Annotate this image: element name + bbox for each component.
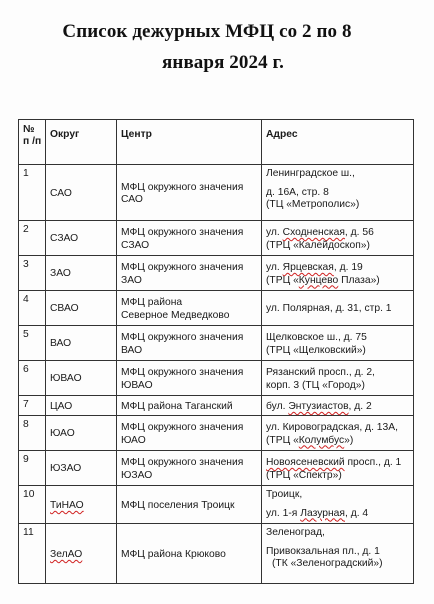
header-district: Округ bbox=[46, 120, 117, 165]
row-center: МФЦ окружного значения СЗАО bbox=[117, 221, 262, 256]
table-row bbox=[19, 221, 414, 256]
row-number: 10 bbox=[19, 486, 46, 524]
table-row bbox=[19, 396, 414, 416]
table-row bbox=[19, 361, 414, 396]
header-number: № п /п bbox=[19, 120, 46, 165]
row-district: ВАО bbox=[46, 326, 117, 361]
table-header-row bbox=[19, 120, 414, 165]
row-number: 4 bbox=[19, 291, 46, 326]
row-address: Щелковское ш., д. 75 (ТРЦ «Щелковский») bbox=[262, 326, 414, 361]
row-district: СЗАО bbox=[46, 221, 117, 256]
table-row bbox=[19, 486, 414, 524]
table-row bbox=[19, 291, 414, 326]
row-number: 6 bbox=[19, 361, 46, 396]
row-number: 5 bbox=[19, 326, 46, 361]
row-address: Новоясеневский просп., д. 1 (ТРЦ «Спектр») bbox=[262, 451, 414, 486]
row-district: ЮАО bbox=[46, 416, 117, 451]
table-row bbox=[19, 256, 414, 291]
duty-mfc-table bbox=[18, 119, 414, 584]
row-address: Ленинградское ш., д. 16А, стр. 8 (ТЦ «Метрополис») bbox=[262, 165, 414, 221]
table-row bbox=[19, 165, 414, 221]
document-title-line2: января 2024 г. bbox=[162, 52, 284, 73]
document-title-line1: Список дежурных МФЦ со 2 по 8 bbox=[62, 21, 352, 42]
row-district: ЗелАО bbox=[46, 524, 117, 584]
row-center: МФЦ района Северное Медведково bbox=[117, 291, 262, 326]
row-center: МФЦ окружного значения ЗАО bbox=[117, 256, 262, 291]
row-address: ул. Сходненская, д. 56 (ТРЦ «Калейдоскоп») bbox=[262, 221, 414, 256]
row-center: МФЦ окружного значения САО bbox=[117, 165, 262, 221]
row-district: ТиНАО bbox=[46, 486, 117, 524]
row-address: ул. Кировоградская, д. 13А, (ТРЦ «Колумбус») bbox=[262, 416, 414, 451]
row-district: ЮЗАО bbox=[46, 451, 117, 486]
row-district: ЮВАО bbox=[46, 361, 117, 396]
header-center: Центр bbox=[117, 120, 262, 165]
row-center: МФЦ окружного значения ЮЗАО bbox=[117, 451, 262, 486]
table-row bbox=[19, 416, 414, 451]
row-number: 7 bbox=[19, 396, 46, 416]
row-address: ул. Полярная, д. 31, стр. 1 bbox=[262, 291, 414, 326]
row-address: ул. Ярцевская, д. 19 (ТРЦ «Кунцево Плаза») bbox=[262, 256, 414, 291]
row-center: МФЦ окружного значения ЮАО bbox=[117, 416, 262, 451]
table-row bbox=[19, 451, 414, 486]
row-district: СВАО bbox=[46, 291, 117, 326]
row-number: 11 bbox=[19, 524, 46, 584]
row-number: 9 bbox=[19, 451, 46, 486]
row-number: 1 bbox=[19, 165, 46, 221]
row-district: ЦАО bbox=[46, 396, 117, 416]
row-center: МФЦ района Таганский bbox=[117, 396, 262, 416]
row-center: МФЦ поселения Троицк bbox=[117, 486, 262, 524]
row-district: ЗАО bbox=[46, 256, 117, 291]
row-center: МФЦ района Крюково bbox=[117, 524, 262, 584]
row-center: МФЦ окружного значения ВАО bbox=[117, 326, 262, 361]
table-row bbox=[19, 326, 414, 361]
header-address: Адрес bbox=[262, 120, 414, 165]
row-center: МФЦ окружного значения ЮВАО bbox=[117, 361, 262, 396]
row-number: 3 bbox=[19, 256, 46, 291]
row-address: бул. Энтузиастов, д. 2 bbox=[262, 396, 414, 416]
row-address: Троицк, ул. 1-я Лазурная, д. 4 bbox=[262, 486, 414, 524]
row-address: Зеленоград, Привокзальная пл., д. 1 (ТК «Зеленоградский») bbox=[262, 524, 414, 584]
row-district: САО bbox=[46, 165, 117, 221]
row-number: 2 bbox=[19, 221, 46, 256]
row-number: 8 bbox=[19, 416, 46, 451]
row-address: Рязанский просп., д. 2, корп. 3 (ТЦ «Город») bbox=[262, 361, 414, 396]
table-row bbox=[19, 524, 414, 584]
